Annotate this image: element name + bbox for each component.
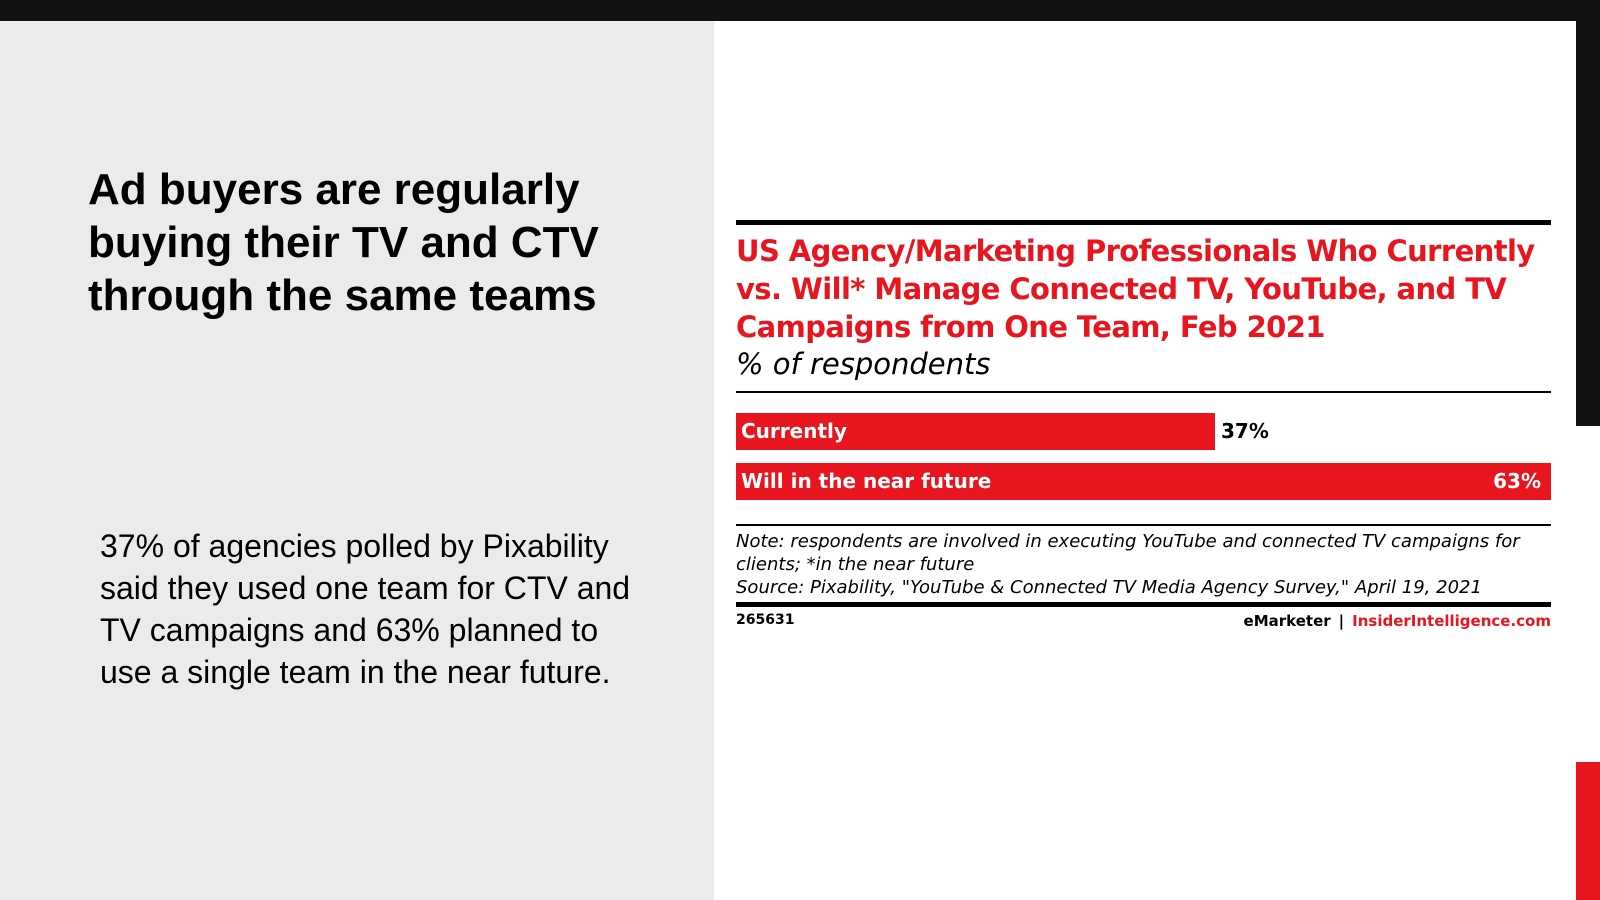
chart-note [736,530,1551,599]
chart-note-text: Note: respondents are involved in executing YouTube and connected TV campaigns for clients; *in the near future [736,531,1520,575]
brand-insider-intelligence-link[interactable]: InsiderIntelligence.com [1352,612,1551,630]
bar-chart [736,220,1551,640]
bar-value-label: 63% [1493,469,1541,493]
chart-title: US Agency/Marketing Professionals Who Currently vs. Will* Manage Connected TV, YouTube, and TV Campaigns from One Team, Feb 2021 [736,234,1535,344]
bar-category-label: Currently [741,419,847,443]
slide-headline: Ad buyers are regularly buying their TV and CTV through the same teams [88,165,599,320]
top-bar [0,0,1600,21]
brand-emarketer: eMarketer [1243,612,1331,630]
edge-decoration-white [1576,426,1600,762]
chart-bars [736,413,1551,508]
chart-note-rule [736,524,1551,526]
chart-id: 265631 [736,612,795,628]
brand-separator: | [1338,612,1345,630]
edge-decoration-red [1576,762,1600,900]
slide-body-text: 37% of agencies polled by Pixability said they used one team for CTV and TV campaigns and 63% planned to use a single team in the near future. [100,528,631,690]
chart-top-rule [736,220,1551,225]
bar-value-label: 37% [1221,419,1269,443]
chart-source-text: Source: Pixability, "YouTube & Connected TV Media Agency Survey," April 19, 2021 [736,577,1482,598]
edge-decoration-black [1576,0,1600,426]
bar-category-label: Will in the near future [741,469,992,493]
chart-subtitle: % of respondents [736,347,991,381]
left-panel [0,21,714,900]
chart-subtitle-rule [736,391,1551,393]
chart-bottom-rule [736,602,1551,607]
chart-brand [1244,612,1551,630]
